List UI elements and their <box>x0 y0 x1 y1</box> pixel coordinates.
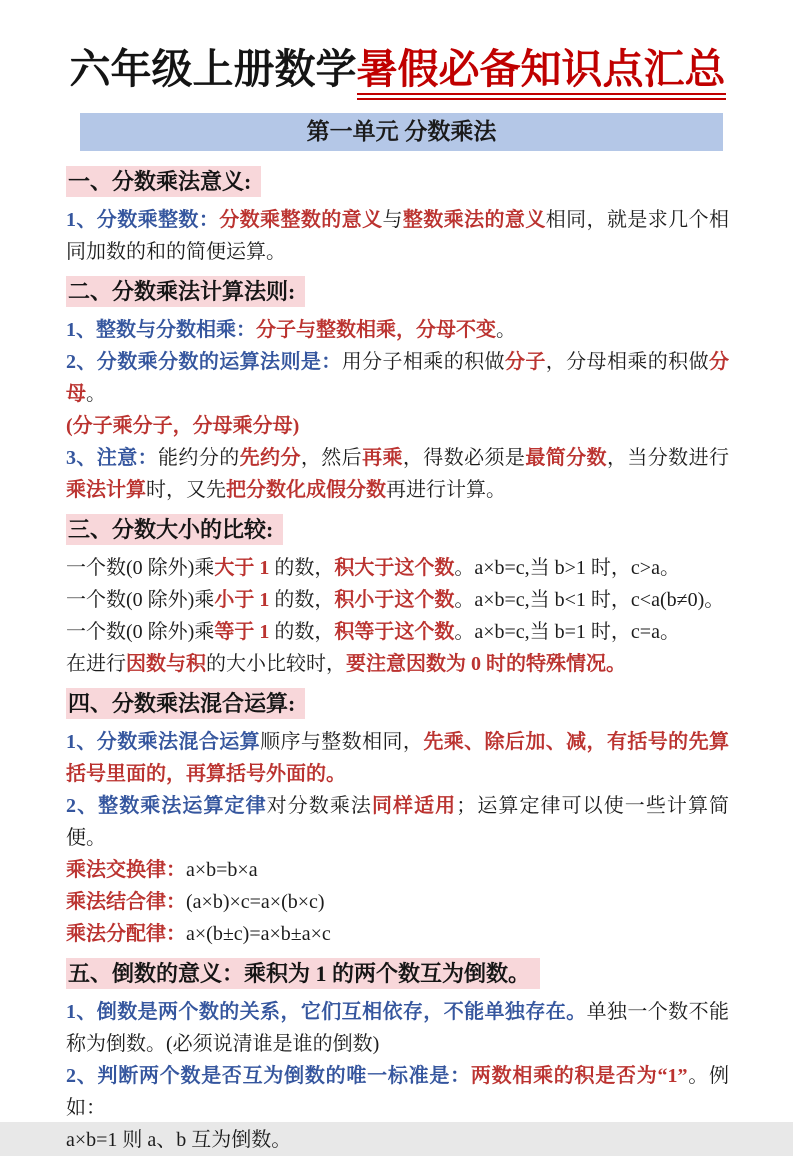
text-segment: 。例如： <box>66 1065 730 1120</box>
text-segment: 2、分数乘分数的运算法则是： <box>66 351 342 374</box>
text-segment: 积小于这个数 <box>334 589 455 612</box>
unit-banner-text: 第一单元 分数乘法 <box>306 119 497 145</box>
text-segment: 分母 <box>66 351 729 406</box>
text-segment: 用分子相乘的积做 <box>341 351 505 374</box>
text-line <box>66 410 729 442</box>
text-segment: 再乘 <box>362 447 403 470</box>
text-segment: 因数与积 <box>126 653 206 676</box>
text-segment: 一个数(0 除外)乘 <box>66 589 215 612</box>
text-segment: 乘法分配律： <box>66 923 186 946</box>
text-segment: 分子与整数相乘，分母不变 <box>256 319 496 342</box>
section-header <box>66 689 729 719</box>
text-segment: 与 <box>382 209 403 232</box>
text-segment: ，得数必须是 <box>402 447 526 470</box>
text-segment: 2、判断两个数是否互为倒数的唯一标准是： <box>66 1065 471 1088</box>
text-segment: 大于 1 <box>214 557 275 580</box>
text-line <box>66 1124 729 1156</box>
text-segment: 先乘、除后加、减，有括号的先算括号里面的，再算括号外面的。 <box>66 731 729 786</box>
section-header <box>66 959 729 989</box>
section-header-highlight <box>66 958 540 989</box>
text-segment: 三、分数大小的比较: <box>68 517 274 543</box>
text-segment: 同样适用 <box>371 795 457 818</box>
text-segment: 。a×b=c,当 b=1 时，c=a。 <box>454 621 680 644</box>
text-line <box>66 584 729 616</box>
page-title <box>66 44 729 95</box>
text-line <box>66 552 729 584</box>
text-segment: 1、分数乘整数： <box>66 209 220 232</box>
text-segment: 相同，就是求几个相同加数的和的简便运算。 <box>66 209 729 264</box>
text-segment: 单独一个数不能称为倒数。(必须说清谁是谁的倒数) <box>66 1001 729 1056</box>
text-segment: 二、分数乘法计算法则: <box>68 279 296 305</box>
text-segment: a×b=b×a <box>186 859 258 882</box>
text-segment: 对分数乘法 <box>266 795 372 818</box>
text-segment: 一个数(0 除外)乘 <box>66 621 215 644</box>
text-segment: ，当分数进行 <box>606 447 729 470</box>
text-line <box>66 1060 729 1124</box>
content-area <box>66 167 729 1156</box>
text-segment: 1、分数乘法混合运算 <box>66 731 261 754</box>
section-header <box>66 277 729 307</box>
text-segment: 的数， <box>274 621 335 644</box>
text-segment: a×b=1 则 a、b 互为倒数。 <box>66 1129 292 1152</box>
text-segment: 的数， <box>274 557 335 580</box>
text-segment: 等于 1 <box>214 621 275 644</box>
text-segment: 。 <box>496 319 516 342</box>
text-segment: 乘法计算 <box>66 479 146 502</box>
text-segment: 整数乘法的意义 <box>402 209 546 232</box>
page-title-red-underlined-part: 暑假必备知识点汇总 <box>357 46 726 100</box>
section-header-highlight <box>66 276 305 307</box>
text-segment: 1、整数与分数相乘： <box>66 319 256 342</box>
section-header <box>66 515 729 545</box>
text-line <box>66 346 729 410</box>
text-segment: 时，又先 <box>146 479 226 502</box>
text-segment: ，然后 <box>300 447 363 470</box>
section-header-highlight <box>66 688 305 719</box>
text-segment: 把分数化成假分数 <box>226 479 386 502</box>
text-line <box>66 790 729 854</box>
text-segment: 。 <box>86 383 106 406</box>
text-line <box>66 314 729 346</box>
text-segment: 分数乘整数的意义 <box>219 209 383 232</box>
text-segment: (a×b)×c=a×(b×c) <box>186 891 325 914</box>
text-segment: a×(b±c)=a×b±a×c <box>186 923 331 946</box>
text-segment: 积大于这个数 <box>334 557 455 580</box>
text-segment: 乘法交换律： <box>66 859 186 882</box>
text-segment: 2、整数乘法运算定律 <box>66 795 267 818</box>
text-segment: 一个数(0 除外)乘 <box>66 557 215 580</box>
text-line <box>66 726 729 790</box>
section-header <box>66 167 729 197</box>
text-segment: 再进行计算。 <box>386 479 506 502</box>
text-segment: 的大小比较时， <box>206 653 346 676</box>
text-segment: 先约分 <box>239 447 301 470</box>
text-segment: 最简分数 <box>525 447 607 470</box>
text-line <box>66 996 729 1060</box>
unit-banner <box>80 113 723 151</box>
text-segment: 1、倒数是两个数的关系，它们互相依存，不能单独存在。 <box>66 1001 587 1024</box>
section-header-highlight <box>66 514 283 545</box>
text-segment: 。a×b=c,当 b>1 时，c>a。 <box>454 557 680 580</box>
text-line <box>66 854 729 886</box>
text-segment: 。a×b=c,当 b<1 时，c<a(b≠0)。 <box>454 589 725 612</box>
page-title-black-part: 六年级上册数学 <box>69 46 357 92</box>
text-segment: 小于 1 <box>214 589 275 612</box>
text-segment: 分子 <box>504 351 546 374</box>
text-segment: 在进行 <box>66 653 126 676</box>
text-line <box>66 648 729 680</box>
text-segment: 能约分的 <box>158 447 240 470</box>
section-header-highlight <box>66 166 261 197</box>
text-segment: (分子乘分子，分母乘分母) <box>66 415 300 438</box>
text-line <box>66 204 729 268</box>
text-segment: 顺序与整数相同， <box>260 731 424 754</box>
text-segment: ，分母相乘的积做 <box>545 351 709 374</box>
text-segment: 的数， <box>274 589 335 612</box>
text-segment: 要注意因数为 0 时的特殊情况。 <box>346 653 626 676</box>
text-segment: 乘法结合律： <box>66 891 186 914</box>
text-segment: 3、注意： <box>66 447 159 470</box>
text-segment: 四、分数乘法混合运算: <box>68 691 296 717</box>
text-segment: 两数相乘的积是否为“1” <box>470 1065 688 1088</box>
text-segment: 一、分数乘法意义: <box>68 169 252 195</box>
text-line <box>66 918 729 950</box>
text-segment: 五、倒数的意义：乘积为 1 的两个数互为倒数。 <box>68 961 531 987</box>
text-segment: 积等于这个数 <box>334 621 455 644</box>
text-line <box>66 442 729 506</box>
text-line <box>66 616 729 648</box>
text-line <box>66 886 729 918</box>
text-segment: ；运算定律可以使一些计算简便。 <box>66 795 730 850</box>
